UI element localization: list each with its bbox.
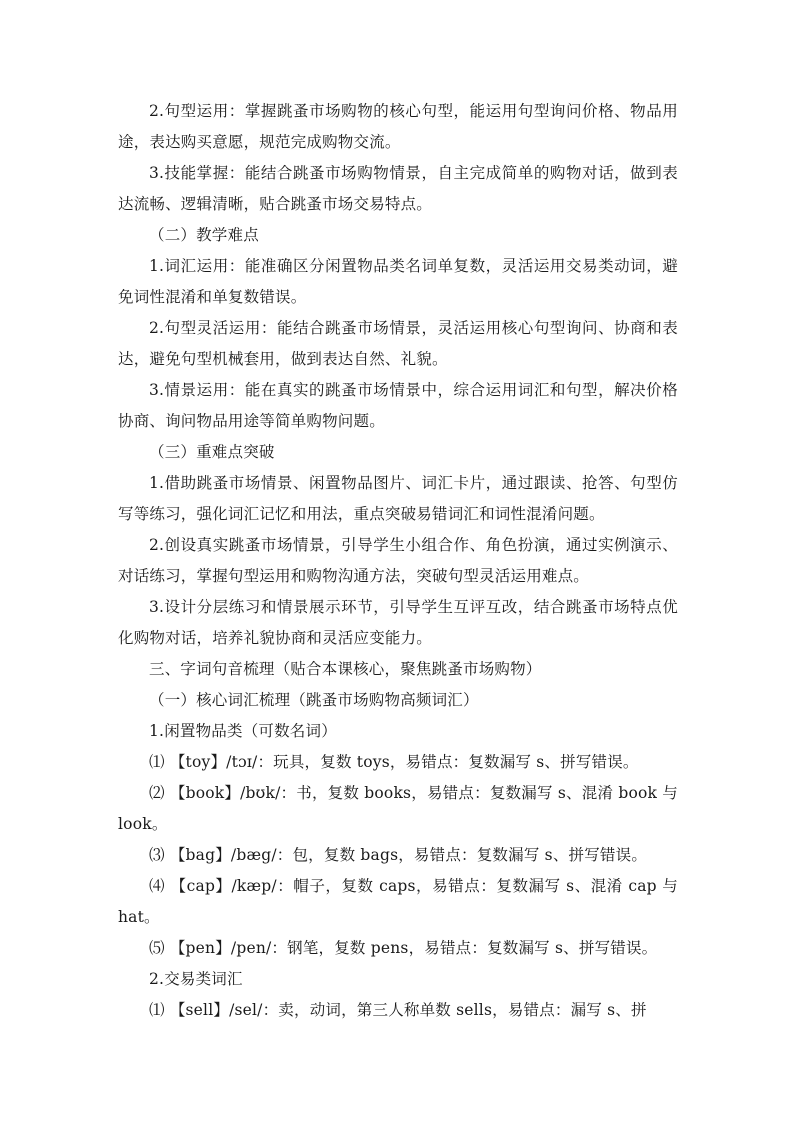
heading-breakthrough: （三）重难点突破	[149, 443, 275, 461]
document-body	[118, 96, 678, 1026]
paragraph-goal-2: 2.句型运用：掌握跳蚤市场购物的核心句型，能运用句型询问价格、物品用途，表达购买意愿，规范完成购物交流。	[118, 102, 678, 151]
vocab-item-bag: ⑶ 【bag】/bæg/：包，复数 bags，易错点：复数漏写 s、拼写错误。	[149, 846, 648, 864]
heading-section-3: 三、字词句音梳理（贴合本课核心，聚焦跳蚤市场购物）	[149, 660, 542, 678]
heading-core-vocabulary: （一）核心词汇梳理（跳蚤市场购物高频词汇）	[149, 691, 479, 709]
vocab-item-pen: ⑸ 【pen】/pen/：钢笔，复数 pens，易错点：复数漏写 s、拼写错误。	[149, 939, 658, 957]
paragraph-breakthrough-1: 1.借助跳蚤市场情景、闲置物品图片、词汇卡片，通过跟读、抢答、句型仿写等练习，强化词汇记忆和用法，重点突破易错词汇和词性混淆问题。	[118, 474, 678, 523]
heading-difficulties: （二）教学难点	[149, 226, 259, 244]
vocab-item-cap: ⑷ 【cap】/kæp/：帽子，复数 caps，易错点：复数漏写 s、混淆 cap 与 hat。	[118, 877, 678, 926]
vocab-item-sell: ⑴ 【sell】/sel/：卖，动词，第三人称单数 sells，易错点：漏写 s、拼	[149, 1001, 647, 1019]
paragraph-difficulty-1: 1.词汇运用：能准确区分闲置物品类名词单复数，灵活运用交易类动词，避免词性混淆和单复数错误。	[118, 257, 678, 306]
paragraph-difficulty-3: 3.情景运用：能在真实的跳蚤市场情景中，综合运用词汇和句型，解决价格协商、询问物品用途等简单购物问题。	[118, 381, 678, 430]
heading-idle-items: 1.闲置物品类（可数名词）	[149, 722, 337, 740]
paragraph-breakthrough-3: 3.设计分层练习和情景展示环节，引导学生互评互改，结合跳蚤市场特点优化购物对话，培养礼貌协商和灵活应变能力。	[118, 598, 678, 647]
vocab-item-book: ⑵ 【book】/bʊk/：书，复数 books，易错点：复数漏写 s、混淆 book 与 look。	[118, 784, 678, 833]
paragraph-difficulty-2: 2.句型灵活运用：能结合跳蚤市场情景，灵活运用核心句型询问、协商和表达，避免句型机械套用，做到表达自然、礼貌。	[118, 319, 678, 368]
paragraph-goal-3: 3.技能掌握：能结合跳蚤市场购物情景，自主完成简单的购物对话，做到表达流畅、逻辑清晰，贴合跳蚤市场交易特点。	[118, 164, 678, 213]
paragraph-breakthrough-2: 2.创设真实跳蚤市场情景，引导学生小组合作、角色扮演，通过实例演示、对话练习，掌握句型运用和购物沟通方法，突破句型灵活运用难点。	[118, 536, 678, 585]
heading-trade-vocabulary: 2.交易类词汇	[149, 970, 243, 988]
vocab-item-toy: ⑴ 【toy】/tɔɪ/：玩具，复数 toys，易错点：复数漏写 s、拼写错误。	[149, 753, 639, 771]
